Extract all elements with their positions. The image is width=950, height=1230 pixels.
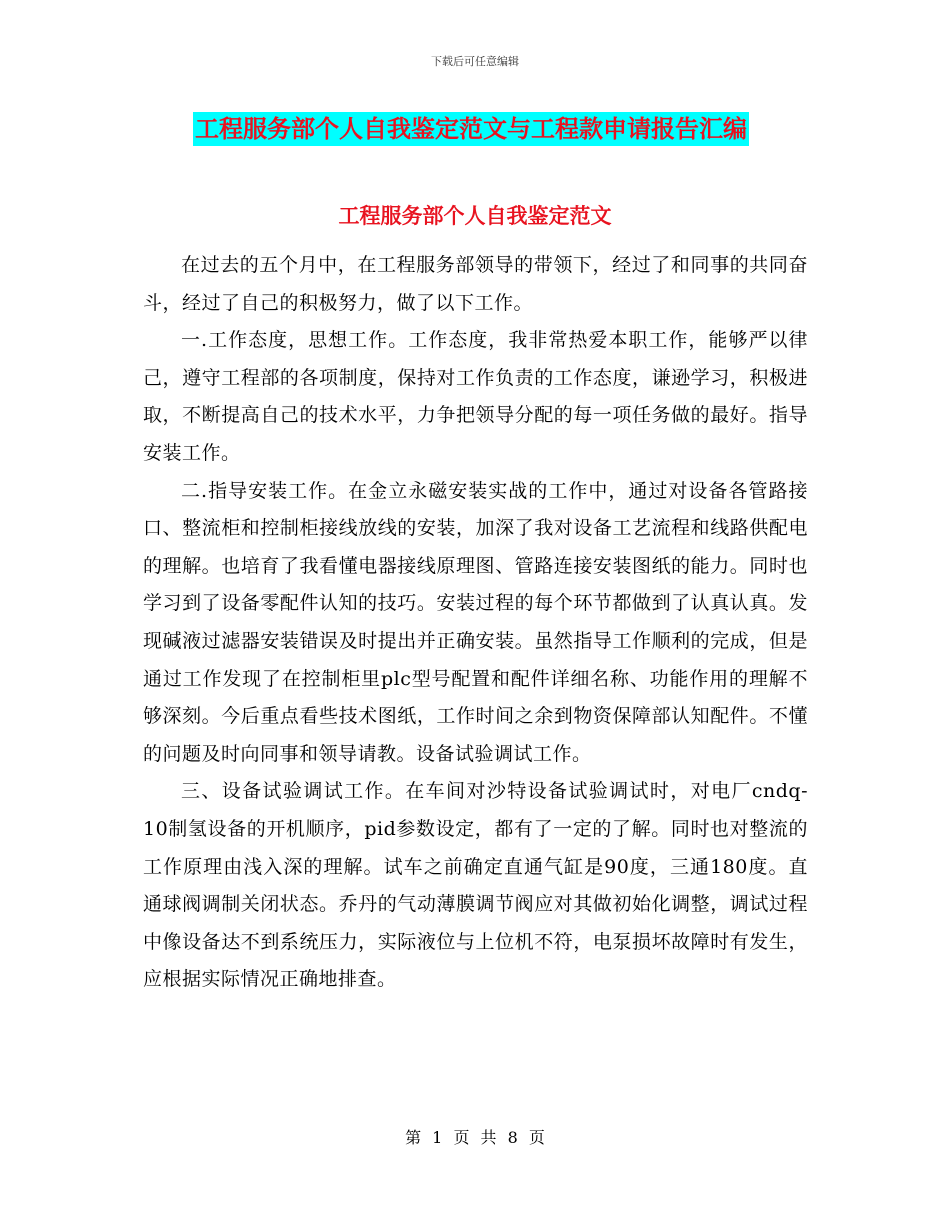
- document-body: [143, 247, 808, 999]
- paragraph-work-attitude: 一.工作态度，思想工作。工作态度，我非常热爱本职工作，能够严以律己，遵守工程部的各项制度，保持对工作负责的工作态度，谦逊学习，积极进取，不断提高自己的技术水平，力争把领导分配的每一项任务做的最好。指导安装工作。: [143, 329, 808, 464]
- document-main-title: 工程服务部个人自我鉴定范文与工程款申请报告汇编: [193, 112, 749, 146]
- page-indicator: 第 1 页 共 8 页: [405, 1128, 545, 1147]
- paragraph-intro: 在过去的五个月中，在工程服务部领导的带领下，经过了和同事的共同奋斗，经过了自己的积极努力，做了以下工作。: [143, 254, 808, 314]
- paragraph-installation: 二.指导安装工作。在金立永磁安装实战的工作中，通过对设备各管路接口、整流柜和控制柜接线放线的安装，加深了我对设备工艺流程和线路供配电的理解。也培育了我看懂电器接线原理图、管路连接安装图纸的能力。同时也学习到了设备零配件认知的技巧。安装过程的每个环节都做到了认真认真。发现碱液过滤器安装错误及时提出并正确安装。虽然指导工作顺利的完成，但是通过工作发现了在控制柜里plc型号配置和配件详细名称、功能作用的理解不够深刻。今后重点看些技术图纸，工作时间之余到物资保障部认知配件。不懂的问题及时向同事和领导请教。设备试验调试工作。: [143, 479, 808, 765]
- section-title: 工程服务部个人自我鉴定范文: [338, 203, 612, 228]
- header-note: 下载后可任意编辑: [431, 55, 519, 68]
- paragraph-testing: 三、设备试验调试工作。在车间对沙特设备试验调试时，对电厂cndq-10制氢设备的开机顺序，pid参数设定，都有了一定的了解。同时也对整流的工作原理由浅入深的理解。试车之前确定直通气缸是90度，三通180度。直通球阀调制关闭状态。乔丹的气动薄膜调节阀应对其做初始化调整，调试过程中像设备达不到系统压力，实际液位与上位机不符，电泵损坏故障时有发生，应根据实际情况正确地排查。: [143, 780, 808, 991]
